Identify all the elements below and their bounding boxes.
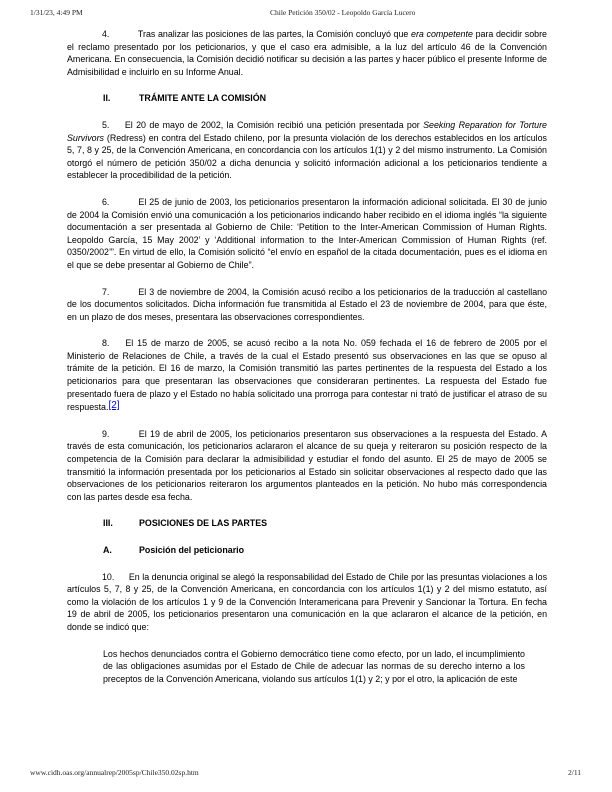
paragraph-text: El 20 de mayo de 2002, la Comisión recibió una petición presentada por: [124, 119, 424, 130]
paragraph-6: [67, 196, 547, 272]
paragraph-number: 4.: [102, 29, 110, 39]
emphasis-text: Seeking Reparation for Torture Survivors: [67, 119, 547, 143]
paragraph-7: [67, 286, 547, 324]
print-url: www.cidh.oas.org/annualrep/2005sp/Chile350.02sp.htm: [30, 768, 199, 777]
footnote-link[interactable]: [2]: [108, 400, 120, 412]
subsection-title: Posición del peticionario: [139, 545, 245, 555]
paragraph-text: El 19 de abril de 2005, los peticionarios presentaron sus observaciones a la respuesta del Estado. A través de esta comunicación, los peticionarios aclararon el alcance de su queja y reiteraron su posición respecto de la competencia de la Comisión para declarar la admisibilidad y estudiar el fondo del asunto. El 25 de mayo de 2005 se transmitió la información presentada por los peticionarios al Estado sin solicitar observaciones al respecto dado que las observaciones de los peticionarios reiteraron los argumentos planteados en la petición. No hubo más correspondencia con las partes desde esa fecha.: [67, 428, 547, 502]
paragraph-text: (Redress) en contra del Estado chileno, por la presunta violación de los derechos establecidos en los artículos 5, 7, 8 y 25, de la Convención Americana, en concordancia con los artículos 1(1) y 2 del mismo instrumento. La Comisión otorgó el número de petición 350/02 a dicha denuncia y solicitó información adicional a los peticionarios tendiente a establecer la procedibilidad de la petición.: [67, 132, 547, 181]
print-timestamp: 1/31/23, 4:49 PM: [30, 8, 83, 17]
paragraph-5: [67, 119, 547, 182]
paragraph-text: El 25 de junio de 2003, los peticionarios presentaron la información adicional solicitada. El 30 de junio de 2004 la Comisión envió una comunicación a los peticionarios indicando haber recibido en el idioma inglés “la siguiente documentación a ser presentada al Gobierno de Chile: ‘Petition to the Inter-American Commission of Human Rights. Leopoldo García, 15 May 2002’ y ‘Additional information to the Inter-American Commission of Human Rights (ref. 0350/2002’”. En virtud de ello, la Comisión solicitó “el envío en español de la citada documentación, pues es el idioma en el que se debe presentar al Gobierno de Chile”.: [67, 196, 547, 270]
paragraph-number: 10.: [102, 571, 115, 582]
paragraph-number: 7.: [102, 286, 110, 297]
document-body: [67, 28, 547, 685]
paragraph-text: El 3 de noviembre de 2004, la Comisión acusó recibo a los peticionarios de la traducción al castellano de los documentos solicitados. Dicha información fue transmitida al Estado el 23 de noviembre de 2004, para que éste, en un plazo de dos meses, presentara las observaciones correspondientes.: [67, 286, 548, 322]
block-quote: Los hechos denunciados contra el Gobierno democrático tiene como efecto, por un lado, el incumplimiento de las obligaciones asumidas por el Estado de Chile de adecuar las normas de su derecho interno a los preceptos de la Convención Americana, violando sus artículos 1(1) y 2; y por el otro, la aplicación de este: [103, 648, 525, 684]
paragraph-text: El 15 de marzo de 2005, se acusó recibo a la nota No. 059 fechada el 16 de febrero de 2005 por el Ministerio de Relaciones de Chile, a través de la cual el Estado presentó sus observaciones en las que se opuso al trámite de la petición. El 16 de marzo, la Comisión transmitió las partes pertinentes de la respuesta del Estado a los peticionarios para que presentaran las observaciones que consideraran pertinentes. La respuesta del Estado fue presentado fuera de plazo y el Estado no había solicitado una prorroga para contestar ni trató de justificar el atraso de su respuesta.: [67, 338, 547, 413]
paragraph-10: [67, 571, 547, 634]
section-heading-posiciones: [67, 517, 547, 530]
paragraph-9: [67, 428, 547, 504]
paragraph-4: [67, 28, 547, 78]
section-heading-tramite: [67, 92, 547, 105]
paragraph-text: para decidir sobre el reclamo presentado por los peticionarios, y que el caso era admisible, a la luz del artículo 46 de la Convención Americana. En consecuencia, la Comisión decidió notificar su decisión a las partes y hacer público el presente Informe de Admisibilidad e incluirlo en su Informe Anual.: [67, 29, 547, 77]
print-page-title: Chile Petición 350/02 - Leopoldo García Lucero: [270, 8, 416, 17]
subsection-heading-peticionario: [67, 544, 547, 557]
paragraph-text: Tras analizar las posiciones de las partes, la Comisión concluyó que: [137, 29, 412, 39]
paragraph-8: [67, 337, 547, 414]
section-number: III.: [103, 518, 113, 529]
subsection-letter: A.: [103, 545, 112, 555]
section-title: TRÁMITE ANTE LA COMISIÓN: [139, 93, 267, 104]
print-page-number: 2/11: [568, 768, 582, 777]
paragraph-number: 8.: [102, 338, 110, 349]
paragraph-number: 9.: [102, 428, 110, 439]
emphasis-text: era competente: [411, 29, 473, 39]
section-number: II.: [103, 93, 111, 104]
paragraph-number: 6.: [102, 196, 110, 207]
paragraph-text: En la denuncia original se alegó la responsabilidad del Estado de Chile por las presuntas violaciones a los artículos 5, 7, 8 y 25, de la Convención Americana, en concordancia con los artículos 1(1) y 2 del mismo estatuto, así como la violación de los artículos 1 y 9 de la Convención Interamericana para Prevenir y Sancionar la Tortura. En fecha 19 de abril de 2005, los peticionarios presentaron una comunicación en la que aclararon el alcance de la petición, en donde se indicó que:: [67, 571, 548, 632]
section-title: POSICIONES DE LAS PARTES: [139, 518, 268, 529]
paragraph-number: 5.: [102, 119, 110, 130]
